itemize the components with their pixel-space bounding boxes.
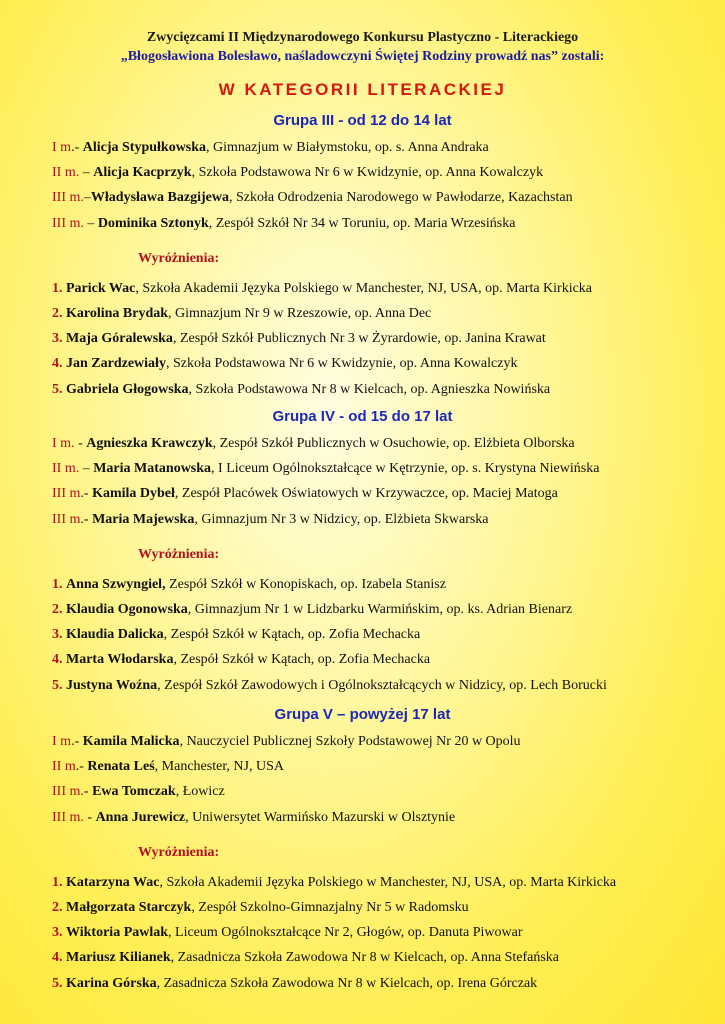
separator: .- — [71, 140, 83, 155]
distinction-number: 2. — [52, 900, 63, 915]
distinction-entry — [52, 652, 715, 668]
distinction-number: 5. — [52, 975, 63, 991]
place-rank: III m — [52, 486, 81, 502]
distinction-name: Karina Górska — [66, 975, 157, 991]
distinction-details: , Zespół Szkół w Kątach, op. Zofia Mechacka — [173, 652, 431, 668]
distinction-details: , Szkoła Podstawowa Nr 6 w Kwidzynie, op. Anna Kowalczyk — [165, 356, 518, 372]
winner-name: Anna Jurewicz — [95, 809, 186, 825]
distinction-entry — [52, 875, 715, 891]
header-line-1: Zwycięzcami II Międzynarodowego Konkursu Plastyczno - Literackiego — [146, 30, 579, 45]
distinction-name: Małgorzata Starczyk — [66, 900, 192, 915]
winner-name: Ewa Tomczak — [92, 784, 176, 800]
distinctions-label: Wyróżnienia: — [138, 844, 220, 860]
distinction-name: Klaudia Dalicka — [66, 627, 164, 643]
winner-details: , Nauczyciel Publicznej Szkoły Podstawowej Nr 20 w Opolu — [179, 734, 521, 749]
distinction-entry — [52, 950, 715, 966]
winner-name: Kamila Dybeł — [92, 486, 175, 502]
distinction-number: 4. — [52, 652, 63, 668]
separator: - — [83, 809, 96, 825]
winner-name: Władysława Bazgijewa — [90, 190, 229, 206]
place-rank: III m — [52, 511, 81, 527]
place-rank: II m. — [52, 165, 80, 181]
winner-name: Maria Matanowska — [93, 461, 212, 477]
place-rank: II m. — [52, 461, 80, 477]
distinction-name: Klaudia Ogonowska — [66, 602, 188, 617]
winner-details: , Zespół Szkół Nr 34 w Toruniu, op. Maria Wrzesińska — [208, 215, 516, 231]
winner-details: , Gimnazjum Nr 3 w Nidzicy, op. Elżbieta Skwarska — [194, 511, 489, 527]
winner-name: Maria Majewska — [92, 511, 195, 527]
separator: - — [74, 436, 87, 451]
place-rank: I m. — [52, 436, 75, 451]
separator: .- — [80, 486, 93, 502]
winner-name: Alicja Kacprzyk — [93, 165, 192, 181]
distinction-name: Mariusz Kilianek — [66, 950, 171, 966]
group-title: Grupa III - od 12 do 14 lat — [273, 112, 452, 129]
place-entry — [52, 486, 715, 502]
distinction-details: , Szkoła Akademii Języka Polskiego w Manchester, NJ, USA, op. Marta Kirkicka — [159, 874, 617, 890]
distinction-details: , Szkoła Akademii Języka Polskiego w Manchester, NJ, USA, op. Marta Kirkicka — [135, 280, 593, 296]
distinction-number: 5. — [52, 677, 63, 693]
distinction-details: , Zespół Szkół w Kątach, op. Zofia Mechacka — [163, 627, 421, 643]
winner-name: Alicja Stypułkowska — [82, 140, 207, 155]
distinctions-label: Wyróżnienia: — [138, 250, 220, 266]
place-entry — [52, 784, 715, 800]
distinction-entry — [52, 306, 715, 322]
winner-details: , Szkoła Odrodzenia Narodowego w Pawłodarze, Kazachstan — [228, 190, 573, 206]
distinction-entry — [52, 627, 715, 643]
place-entry — [52, 810, 715, 826]
place-rank: III m. — [52, 190, 84, 206]
separator: - — [83, 784, 93, 800]
place-entry — [52, 216, 715, 232]
distinction-name: Karolina Brydak — [66, 306, 169, 321]
separator: – — [79, 461, 94, 477]
winner-name: Kamila Malicka — [82, 734, 180, 749]
category-title: W KATEGORII LITERACKIEJ — [218, 80, 507, 99]
winner-details: , I Liceum Ogólnokształcące w Kętrzynie, op. s. Krystyna Niewińska — [211, 461, 600, 477]
distinction-entry — [52, 678, 715, 694]
place-entry — [52, 512, 715, 528]
winner-details: , Gimnazjum w Białymstoku, op. s. Anna Andraka — [206, 140, 489, 155]
distinction-name: Justyna Woźna — [66, 677, 158, 693]
distinction-details: , Zespół Szkół Publicznych Nr 3 w Żyrardowie, op. Janina Krawat — [172, 331, 546, 347]
distinction-number: 1. — [52, 576, 63, 592]
distinctions-label: Wyróżnienia: — [138, 546, 220, 562]
distinction-entry — [52, 382, 715, 398]
distinction-entry — [52, 281, 715, 297]
place-entry — [52, 734, 715, 750]
distinction-entry — [52, 602, 715, 618]
distinction-details: , Gimnazjum Nr 9 w Rzeszowie, op. Anna Dec — [168, 306, 432, 321]
distinction-name: Maja Góralewska — [66, 331, 173, 347]
distinction-details: Zespół Szkół w Konopiskach, op. Izabela Stanisz — [165, 576, 446, 592]
distinction-number: 4. — [52, 356, 63, 372]
place-entry — [52, 140, 715, 156]
header-line-2: „Błogosławiona Bolesławo, naśladowczyni Świętej Rodziny prowadź nas” zostali: — [120, 49, 605, 64]
winner-details: , Manchester, NJ, USA — [154, 759, 284, 775]
winner-details: , Szkoła Podstawowa Nr 6 w Kwidzynie, op. Anna Kowalczyk — [191, 165, 544, 181]
distinction-number: 3. — [52, 925, 63, 941]
separator: – — [83, 215, 98, 231]
distinction-number: 1. — [52, 280, 63, 296]
winner-details: , Zespół Szkół Publicznych w Osuchowie, op. Elżbieta Olborska — [212, 436, 575, 451]
place-entry — [52, 436, 715, 452]
place-entry — [52, 461, 715, 477]
distinction-entry — [52, 900, 715, 916]
distinction-number: 2. — [52, 602, 63, 617]
place-entry — [52, 759, 715, 775]
distinction-name: Wiktoria Pawlak — [66, 925, 169, 941]
winner-details: , Zespół Placówek Oświatowych w Krzywaczce, op. Maciej Matoga — [174, 486, 558, 502]
distinction-name: Anna Szwyngiel, — [66, 576, 166, 592]
place-entry — [52, 190, 715, 206]
distinction-entry — [52, 356, 715, 372]
place-rank: II m — [52, 759, 76, 775]
distinction-entry — [52, 577, 715, 593]
distinction-number: 3. — [52, 331, 63, 347]
distinction-name: Marta Włodarska — [66, 652, 174, 668]
winner-name: Renata Leś — [87, 759, 155, 775]
winner-name: Dominika Sztonyk — [97, 215, 209, 231]
place-rank: III m. — [52, 809, 84, 825]
distinction-entry — [52, 925, 715, 941]
place-rank: III m. — [52, 215, 84, 231]
distinction-number: 4. — [52, 950, 63, 966]
distinction-details: , Zasadnicza Szkoła Zawodowa Nr 8 w Kielcach, op. Irena Górczak — [156, 975, 538, 991]
distinction-name: Katarzyna Wac — [66, 874, 160, 890]
place-entry — [52, 165, 715, 181]
place-rank: I m — [52, 140, 72, 155]
distinction-number: 2. — [52, 306, 63, 321]
place-rank: III m. — [52, 784, 84, 800]
distinction-details: , Zespół Szkolno-Gimnazjalny Nr 5 w Radomsku — [191, 900, 469, 915]
winner-details: , Uniwersytet Warmińsko Mazurski w Olsztynie — [185, 809, 456, 825]
distinction-number: 5. — [52, 381, 63, 397]
distinction-name: Jan Zardzewiały — [66, 356, 166, 372]
distinction-number: 3. — [52, 627, 63, 643]
group-title: Grupa IV - od 15 do 17 lat — [272, 408, 453, 425]
distinction-number: 1. — [52, 874, 63, 890]
group-title: Grupa V – powyżej 17 lat — [274, 706, 451, 723]
distinction-details: , Zespół Szkół Zawodowych i Ogólnokształcących w Nidzicy, op. Lech Borucki — [157, 677, 607, 693]
separator: – — [79, 165, 94, 181]
place-rank: I m — [52, 734, 72, 749]
distinction-entry — [52, 976, 715, 992]
distinction-entry — [52, 331, 715, 347]
distinction-name: Gabriela Głogowska — [66, 381, 189, 397]
distinction-name: Parick Wac — [66, 280, 136, 296]
distinction-details: , Gimnazjum Nr 1 w Lidzbarku Warmińskim, op. ks. Adrian Bienarz — [187, 602, 573, 617]
separator: .- — [75, 759, 88, 775]
distinction-details: , Szkoła Podstawowa Nr 8 w Kielcach, op. Agnieszka Nowińska — [188, 381, 551, 397]
distinction-details: , Liceum Ogólnokształcące Nr 2, Głogów, op. Danuta Piwowar — [168, 925, 523, 941]
separator: .- — [71, 734, 83, 749]
winner-name: Agnieszka Krawczyk — [86, 436, 213, 451]
separator: – — [83, 190, 91, 206]
separator: .- — [80, 511, 93, 527]
winner-details: , Łowicz — [175, 784, 225, 800]
distinction-details: , Zasadnicza Szkoła Zawodowa Nr 8 w Kielcach, op. Anna Stefańska — [170, 950, 559, 966]
